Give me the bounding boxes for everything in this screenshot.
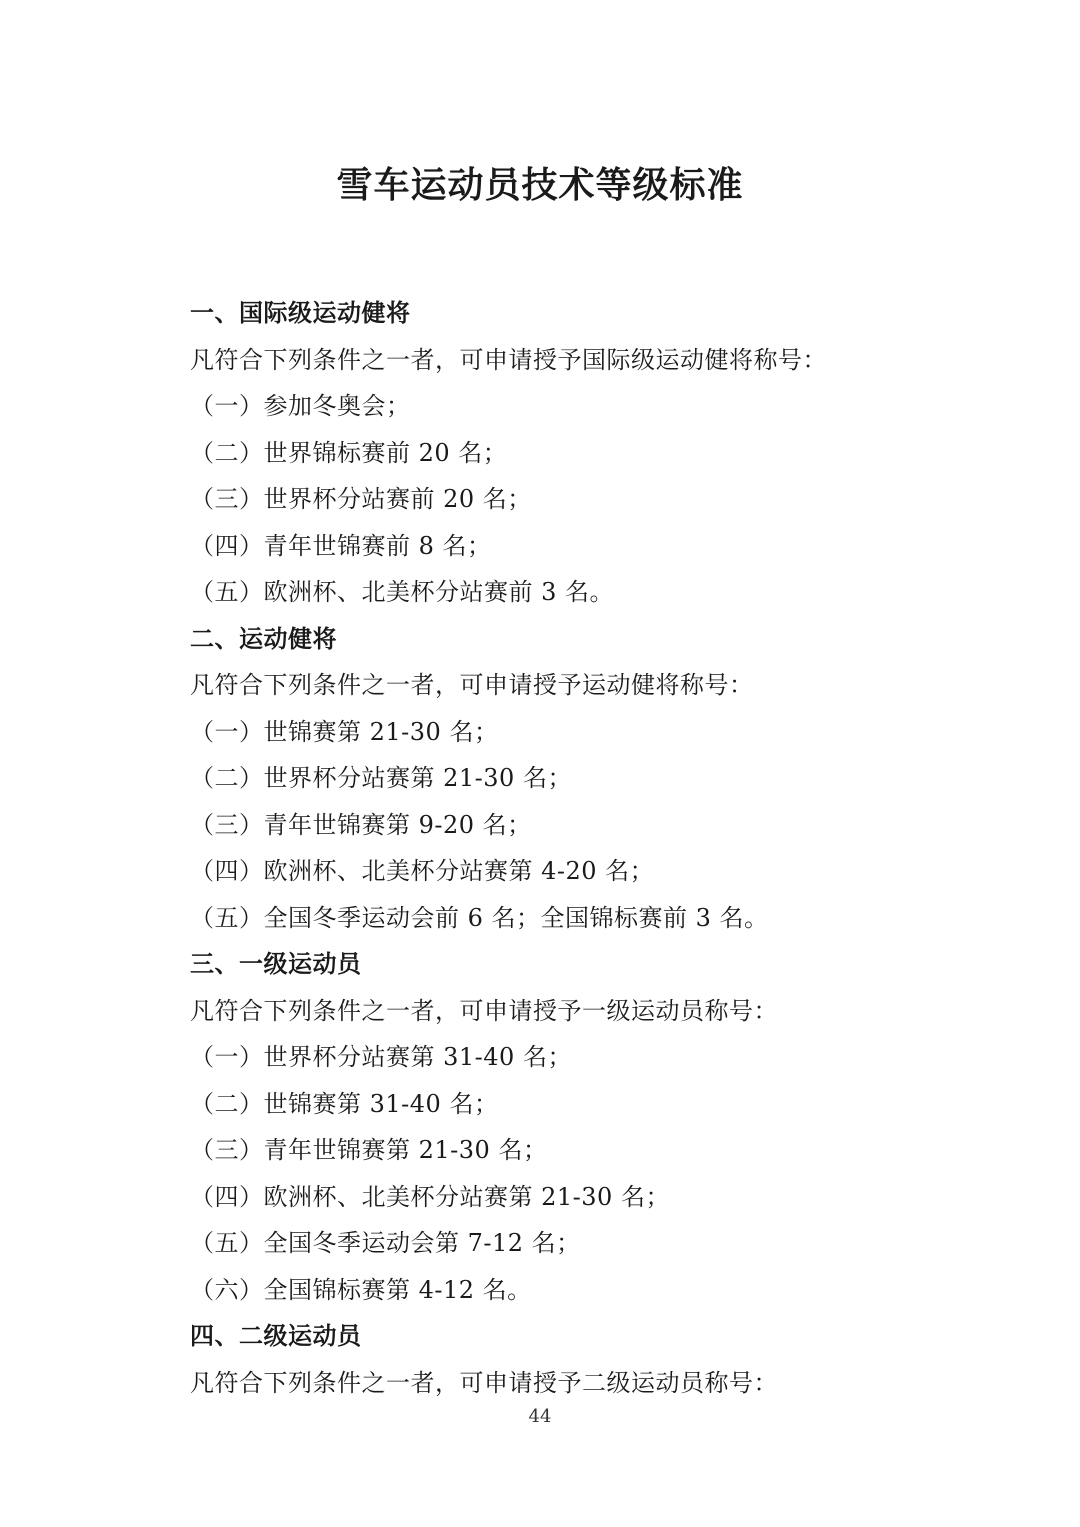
page-title: 雪车运动员技术等级标准 (336, 165, 744, 206)
body-text-line: 凡符合下列条件之一者，可申请授予运动健将称号： (190, 671, 754, 699)
body-text-line: 凡符合下列条件之一者，可申请授予二级运动员称号： (190, 1368, 778, 1397)
list-item: （六）全国锦标赛第 4-12 名。 (190, 1275, 532, 1304)
list-item: （三）青年世锦赛第 21-30 名； (190, 1136, 548, 1164)
section-heading: 一、国际级运动健将 (190, 299, 411, 327)
list-item: （五）欧洲杯、北美杯分站赛前 3 名。 (190, 578, 615, 606)
list-item: （二）世锦赛第 31-40 名； (190, 1089, 499, 1118)
section-heading: 二、运动健将 (190, 624, 337, 653)
list-item: （五）全国冬季运动会前 6 名；全国锦标赛前 3 名。 (190, 903, 769, 932)
list-item: （三）世界杯分站赛前 20 名； (190, 485, 532, 513)
body-text-line: 凡符合下列条件之一者，可申请授予国际级运动健将称号： (190, 345, 827, 374)
section-heading: 三、一级运动员 (190, 950, 362, 978)
list-item: （五）全国冬季运动会第 7-12 名； (190, 1229, 581, 1257)
body-text-line: 凡符合下列条件之一者，可申请授予一级运动员称号： (190, 996, 778, 1025)
section-heading: 四、二级运动员 (190, 1322, 362, 1350)
list-item: （一）参加冬奥会； (190, 392, 411, 420)
list-item: （二）世界锦标赛前 20 名； (190, 438, 508, 467)
list-item: （一）世锦赛第 21-30 名； (190, 717, 499, 746)
list-item: （四）青年世锦赛前 8 名； (190, 531, 492, 560)
list-item: （一）世界杯分站赛第 31-40 名； (190, 1043, 572, 1071)
document-body (190, 290, 1010, 1406)
page-number: 44 (528, 1406, 552, 1427)
list-item: （三）青年世锦赛第 9-20 名； (190, 810, 532, 839)
list-item: （四）欧洲杯、北美杯分站赛第 4-20 名； (190, 857, 655, 885)
list-item: （二）世界杯分站赛第 21-30 名； (190, 764, 572, 792)
list-item: （四）欧洲杯、北美杯分站赛第 21-30 名； (190, 1182, 670, 1211)
